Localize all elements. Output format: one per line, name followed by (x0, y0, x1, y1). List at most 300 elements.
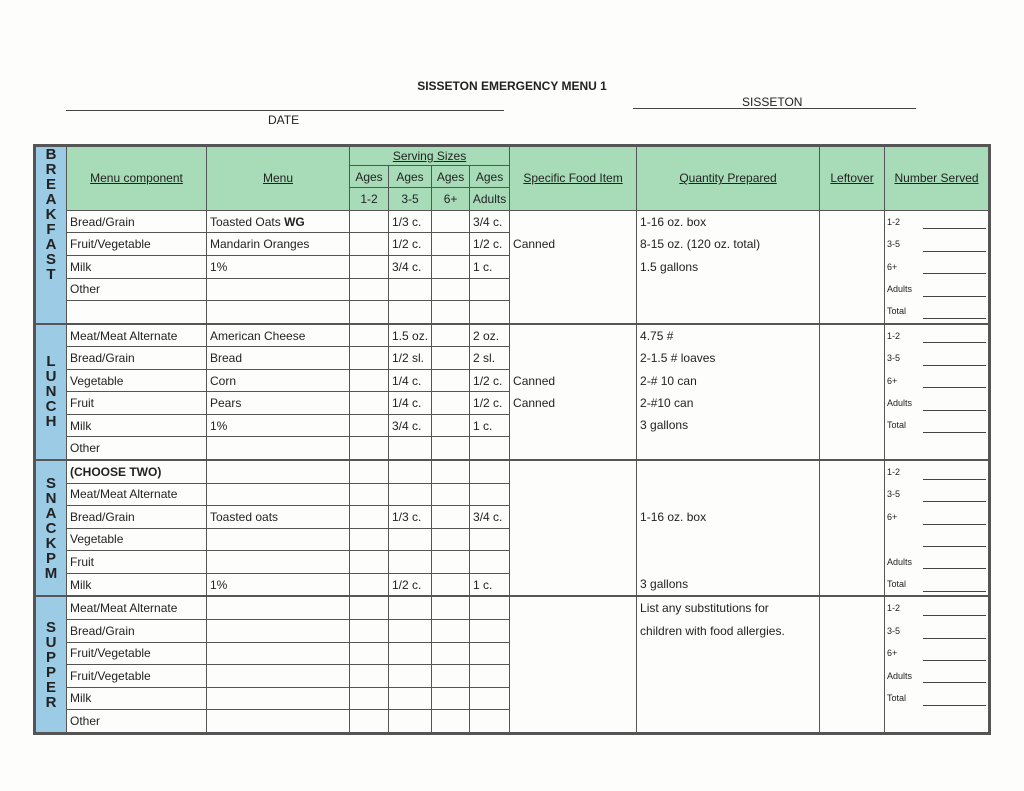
serving-size-a4[interactable]: 2 sl. (470, 347, 510, 370)
header-serving-sizes: Serving Sizes (350, 146, 510, 166)
serving-size-a4[interactable] (470, 642, 510, 665)
serving-size-a2[interactable] (389, 460, 432, 483)
served-line[interactable] (923, 351, 986, 366)
quantity-prepared: 1-16 oz. box (640, 509, 707, 524)
header-ages: Ages (470, 166, 510, 188)
date-line[interactable] (66, 110, 504, 111)
quantity-prepared: 2-#10 can (640, 395, 694, 410)
specific-food-item (510, 461, 636, 483)
served-line[interactable] (923, 373, 986, 388)
specific-food-item: Canned (513, 395, 556, 410)
serving-size-a2[interactable]: 1/3 c. (389, 506, 432, 529)
quantity-prepared: 1.5 gallons (640, 259, 699, 274)
serving-size-a1[interactable] (350, 596, 389, 619)
menu-item[interactable] (207, 369, 350, 392)
served-line[interactable] (923, 418, 986, 433)
serving-size-a2[interactable] (389, 278, 432, 301)
specific-food-item (510, 300, 636, 322)
serving-size-a3[interactable] (432, 665, 470, 688)
section-letter: R (45, 693, 57, 711)
serving-size-a4[interactable]: 1 c. (470, 414, 510, 437)
specific-food-item (510, 414, 636, 436)
serving-size-a2[interactable] (389, 483, 432, 506)
serving-size-a3[interactable] (432, 437, 470, 460)
serving-size-a3[interactable] (432, 369, 470, 392)
served-line[interactable] (923, 328, 986, 343)
serving-size-a1[interactable] (350, 369, 389, 392)
serving-size-a4[interactable] (470, 687, 510, 710)
menu-component[interactable]: Milk (67, 573, 207, 596)
served-row (885, 211, 988, 233)
serving-size-a3[interactable] (432, 596, 470, 619)
served-line[interactable] (923, 304, 986, 319)
menu-component[interactable]: Milk (67, 255, 207, 278)
quantity-prepared (637, 278, 819, 300)
serving-size-a3[interactable] (432, 460, 470, 483)
header-leftover: Leftover (820, 146, 885, 211)
number-served-cell (885, 596, 990, 733)
section-letter: A (45, 236, 57, 253)
quantity-cell[interactable] (637, 324, 820, 460)
specific-food-item (510, 483, 636, 505)
menu-item[interactable] (207, 392, 350, 415)
table-row (35, 324, 990, 347)
menu-component[interactable]: Other (67, 278, 207, 301)
quantity-prepared (637, 528, 819, 550)
menu-item-text: Mandarin Oranges (210, 237, 310, 252)
served-line[interactable] (923, 487, 986, 502)
serving-size-a3[interactable] (432, 710, 470, 734)
served-line[interactable] (923, 510, 986, 525)
header-age-6plus: 6+ (432, 188, 470, 210)
served-row (885, 256, 988, 278)
serving-size-a4[interactable] (470, 437, 510, 460)
serving-size-a1[interactable] (350, 551, 389, 574)
quantity-prepared: children with food allergies. (640, 623, 785, 638)
served-label: 6+ (887, 375, 898, 386)
menu-component[interactable]: Meat/Meat Alternate (67, 596, 207, 619)
served-row (885, 300, 988, 322)
served-row (885, 483, 988, 505)
served-label: 1-2 (887, 467, 901, 478)
serving-size-a1[interactable] (350, 392, 389, 415)
serving-size-a2[interactable]: 1/2 sl. (389, 347, 432, 370)
header-number-served: Number Served (885, 146, 990, 211)
section-label-snack-pm (35, 460, 67, 596)
menu-item[interactable] (207, 642, 350, 665)
serving-size-a2[interactable]: 1/3 c. (389, 210, 432, 233)
section-letter: N (45, 383, 57, 401)
menu-item-text: Toasted Oats (210, 214, 281, 229)
serving-size-a4[interactable] (470, 483, 510, 506)
quantity-prepared: 1-16 oz. box (640, 214, 707, 229)
menu-item-text: Toasted oats (210, 509, 279, 524)
section-letter: C (45, 519, 57, 537)
menu-item-text: Pears (210, 396, 242, 411)
quantity-prepared: 4.75 # (640, 328, 674, 343)
serving-size-a3[interactable] (432, 573, 470, 596)
quantity-prepared (637, 437, 819, 459)
serving-size-a1[interactable] (350, 528, 389, 551)
serving-size-a1[interactable] (350, 255, 389, 278)
serving-size-a4[interactable]: 1 c. (470, 255, 510, 278)
serving-size-a3[interactable] (432, 392, 470, 415)
serving-size-a4[interactable] (470, 665, 510, 688)
serving-size-a3[interactable] (432, 483, 470, 506)
quantity-prepared: 3 gallons (640, 418, 689, 433)
serving-size-a4[interactable]: 1/2 c. (470, 392, 510, 415)
served-line[interactable] (923, 282, 986, 297)
served-label: 1-2 (887, 330, 901, 341)
menu-component[interactable]: Bread/Grain (67, 347, 207, 370)
served-row (885, 461, 988, 483)
serving-size-a3[interactable] (432, 347, 470, 370)
serving-size-a4[interactable] (470, 278, 510, 301)
leftover-cell[interactable] (820, 460, 885, 596)
header-ages: Ages (350, 166, 389, 188)
leftover-cell[interactable] (820, 596, 885, 733)
specific-food-item (510, 437, 636, 459)
served-label: Adults (887, 670, 913, 681)
quantity-prepared: 8-15 oz. (120 oz. total) (640, 237, 761, 252)
quantity-prepared: List any substitutions for (640, 601, 769, 616)
served-label: Total (887, 579, 907, 590)
menu-item[interactable] (207, 301, 350, 324)
serving-size-a4[interactable]: 3/4 c. (470, 506, 510, 529)
served-line[interactable] (923, 396, 986, 411)
menu-component[interactable]: Fruit/Vegetable (67, 665, 207, 688)
menu-item[interactable] (207, 506, 350, 529)
served-label: Adults (887, 283, 913, 294)
quantity-cell[interactable] (637, 460, 820, 596)
serving-size-a1[interactable] (350, 278, 389, 301)
served-line[interactable] (923, 646, 986, 661)
serving-size-a1[interactable] (350, 347, 389, 370)
header-ages: Ages (432, 166, 470, 188)
menu-item[interactable] (207, 551, 350, 574)
menu-component[interactable]: Fruit (67, 551, 207, 574)
leftover-cell[interactable] (820, 210, 885, 323)
serving-size-a4[interactable] (470, 596, 510, 619)
quantity-prepared (637, 461, 819, 483)
serving-size-a3[interactable] (432, 642, 470, 665)
served-line[interactable] (923, 259, 986, 274)
section-letter: B (45, 146, 57, 163)
specific-food-item (510, 642, 636, 664)
served-line[interactable] (923, 601, 986, 616)
menu-component[interactable]: Fruit/Vegetable (67, 233, 207, 256)
section-letter: A (45, 191, 57, 208)
serving-size-a4[interactable]: 1/2 c. (470, 233, 510, 256)
menu-component[interactable]: Bread/Grain (67, 619, 207, 642)
menu-item[interactable] (207, 619, 350, 642)
menu-component[interactable]: Other (67, 437, 207, 460)
serving-size-a1[interactable] (350, 665, 389, 688)
served-label: Adults (887, 397, 913, 408)
menu-component[interactable]: Other (67, 710, 207, 734)
specific-food-item (510, 256, 636, 278)
served-row (885, 325, 988, 347)
leftover-cell[interactable] (820, 324, 885, 460)
serving-size-a2[interactable]: 1/4 c. (389, 392, 432, 415)
served-label: Total (887, 306, 907, 317)
serving-size-a2[interactable] (389, 528, 432, 551)
quantity-prepared (637, 642, 819, 664)
number-served-cell (885, 324, 990, 460)
serving-size-a4[interactable] (470, 551, 510, 574)
menu-item[interactable] (207, 278, 350, 301)
served-label: Adults (887, 556, 913, 567)
served-label: 3-5 (887, 353, 901, 364)
serving-size-a4[interactable]: 1/2 c. (470, 369, 510, 392)
serving-size-a2[interactable] (389, 642, 432, 665)
quantity-cell[interactable] (637, 596, 820, 733)
serving-size-a2[interactable] (389, 619, 432, 642)
menu-component[interactable]: Fruit/Vegetable (67, 642, 207, 665)
serving-size-a3[interactable] (432, 506, 470, 529)
menu-table (33, 144, 991, 735)
section-letter: P (45, 549, 56, 567)
serving-size-a1[interactable] (350, 642, 389, 665)
quantity-prepared (637, 665, 819, 687)
served-label: 1-2 (887, 216, 901, 227)
table-row (35, 210, 990, 233)
section-label-lunch (35, 324, 67, 460)
served-label: 6+ (887, 511, 898, 522)
menu-item[interactable] (207, 414, 350, 437)
specific-food-item (510, 325, 636, 347)
quantity-prepared (637, 709, 819, 731)
menu-item-text: Corn (210, 373, 237, 388)
served-row (885, 392, 988, 414)
served-line[interactable] (923, 214, 986, 229)
menu-item[interactable] (207, 460, 350, 483)
served-line[interactable] (923, 691, 986, 706)
served-line[interactable] (923, 668, 986, 683)
menu-item[interactable] (207, 255, 350, 278)
specific-food-item (510, 687, 636, 709)
serving-size-a2[interactable]: 1/2 c. (389, 573, 432, 596)
served-row (885, 642, 988, 664)
serving-size-a1[interactable] (350, 506, 389, 529)
served-line[interactable] (923, 554, 986, 569)
serving-size-a3[interactable] (432, 414, 470, 437)
menu-item[interactable] (207, 233, 350, 256)
served-label: 3-5 (887, 239, 901, 250)
served-row (885, 573, 988, 595)
served-row (885, 597, 988, 619)
menu-item[interactable] (207, 687, 350, 710)
menu-item[interactable] (207, 347, 350, 370)
serving-size-a2[interactable]: 3/4 c. (389, 414, 432, 437)
serving-size-a2[interactable] (389, 596, 432, 619)
serving-size-a2[interactable]: 1/2 c. (389, 233, 432, 256)
serving-size-a4[interactable] (470, 460, 510, 483)
serving-size-a2[interactable] (389, 551, 432, 574)
serving-size-a4[interactable]: 1 c. (470, 573, 510, 596)
section-label-breakfast (35, 146, 67, 324)
header-ages: Ages (389, 166, 432, 188)
section-letter: U (45, 368, 57, 386)
table-row (35, 596, 990, 619)
serving-size-a4[interactable] (470, 528, 510, 551)
served-label: Total (887, 692, 907, 703)
served-row (885, 620, 988, 642)
section-letter: C (45, 398, 57, 416)
menu-component[interactable]: Bread/Grain (67, 506, 207, 529)
section-letter: S (45, 474, 56, 492)
serving-size-a1[interactable] (350, 619, 389, 642)
section-letter: K (45, 206, 57, 223)
specific-food-cell[interactable] (510, 324, 637, 460)
menu-component[interactable]: Meat/Meat Alternate (67, 324, 207, 347)
quantity-prepared (637, 483, 819, 505)
serving-size-a1[interactable] (350, 460, 389, 483)
menu-item[interactable] (207, 665, 350, 688)
serving-size-a1[interactable] (350, 233, 389, 256)
serving-size-a1[interactable] (350, 687, 389, 710)
served-line[interactable] (923, 624, 986, 639)
quantity-prepared: 3 gallons (640, 577, 689, 592)
served-row (885, 278, 988, 300)
served-row (885, 370, 988, 392)
section-label-supper (35, 596, 67, 733)
specific-food-item (510, 347, 636, 369)
served-line[interactable] (923, 532, 986, 547)
menu-item[interactable] (207, 710, 350, 734)
serving-size-a4[interactable] (470, 710, 510, 734)
serving-size-a3[interactable] (432, 619, 470, 642)
served-label: 3-5 (887, 489, 901, 500)
specific-food-item: Canned (513, 373, 556, 388)
serving-size-a3[interactable] (432, 278, 470, 301)
serving-size-a2[interactable] (389, 665, 432, 688)
menu-item[interactable] (207, 528, 350, 551)
quantity-prepared: 2-# 10 can (640, 373, 697, 388)
menu-component[interactable]: Vegetable (67, 369, 207, 392)
menu-item[interactable] (207, 573, 350, 596)
menu-component[interactable]: Meat/Meat Alternate (67, 483, 207, 506)
serving-size-a3[interactable] (432, 324, 470, 347)
menu-item-text: American Cheese (210, 328, 306, 343)
section-letter: P (45, 663, 56, 681)
served-line[interactable] (923, 577, 986, 592)
served-row (885, 687, 988, 709)
page-title: SISSETON EMERGENCY MENU 1 (417, 79, 607, 93)
menu-component[interactable]: Fruit (67, 392, 207, 415)
serving-size-a4[interactable]: 2 oz. (470, 324, 510, 347)
specific-food-item (510, 597, 636, 619)
serving-size-a3[interactable] (432, 301, 470, 324)
serving-size-a3[interactable] (432, 255, 470, 278)
serving-size-a3[interactable] (432, 233, 470, 256)
serving-size-a1[interactable] (350, 483, 389, 506)
serving-size-a4[interactable] (470, 301, 510, 324)
menu-item[interactable] (207, 324, 350, 347)
section-letter: A (45, 504, 57, 522)
served-label: 6+ (887, 261, 898, 272)
served-row (885, 506, 988, 528)
serving-size-a1[interactable] (350, 324, 389, 347)
quantity-cell[interactable] (637, 210, 820, 323)
quantity-prepared (637, 687, 819, 709)
serving-size-a3[interactable] (432, 528, 470, 551)
menu-component[interactable]: (CHOOSE TWO) (67, 460, 207, 483)
serving-size-a1[interactable] (350, 210, 389, 233)
serving-size-a2[interactable]: 3/4 c. (389, 255, 432, 278)
location-line (633, 108, 916, 109)
serving-size-a2[interactable] (389, 687, 432, 710)
section-letter: R (45, 161, 57, 178)
serving-size-a2[interactable] (389, 301, 432, 324)
served-line[interactable] (923, 465, 986, 480)
serving-size-a4[interactable] (470, 619, 510, 642)
section-letter: E (45, 678, 56, 696)
menu-component[interactable] (67, 301, 207, 324)
specific-food-cell[interactable] (510, 460, 637, 596)
serving-size-a2[interactable]: 1/4 c. (389, 369, 432, 392)
location: SISSETON (742, 95, 803, 109)
header-menu: Menu (207, 146, 350, 211)
specific-food-cell[interactable] (510, 210, 637, 323)
specific-food-item (510, 620, 636, 642)
quantity-prepared (637, 551, 819, 573)
specific-food-cell[interactable] (510, 596, 637, 733)
serving-size-a3[interactable] (432, 687, 470, 710)
menu-item[interactable] (207, 596, 350, 619)
serving-size-a1[interactable] (350, 437, 389, 460)
served-label: Total (887, 420, 907, 431)
serving-size-a2[interactable]: 1.5 oz. (389, 324, 432, 347)
serving-size-a3[interactable] (432, 551, 470, 574)
serving-size-a2[interactable] (389, 710, 432, 734)
served-label: 1-2 (887, 603, 901, 614)
serving-size-a1[interactable] (350, 573, 389, 596)
menu-component[interactable]: Milk (67, 687, 207, 710)
serving-size-a1[interactable] (350, 301, 389, 324)
table-row (35, 460, 990, 483)
menu-item-text: 1% (210, 418, 228, 433)
served-row (885, 233, 988, 255)
section-letter: F (46, 221, 56, 238)
serving-size-a1[interactable] (350, 414, 389, 437)
menu-item[interactable] (207, 210, 350, 233)
serving-size-a4[interactable]: 3/4 c. (470, 210, 510, 233)
section-letter: S (45, 251, 56, 268)
serving-size-a3[interactable] (432, 210, 470, 233)
number-served-cell (885, 460, 990, 596)
date-label: DATE (268, 113, 300, 127)
menu-component[interactable]: Vegetable (67, 528, 207, 551)
section-letter: K (45, 534, 57, 552)
serving-size-a2[interactable] (389, 437, 432, 460)
menu-component[interactable]: Bread/Grain (67, 210, 207, 233)
specific-food-item (510, 573, 636, 595)
specific-food-item: Canned (513, 237, 556, 252)
served-line[interactable] (923, 237, 986, 252)
specific-food-item (510, 278, 636, 300)
quantity-prepared: 2-1.5 # loaves (640, 351, 716, 366)
serving-size-a1[interactable] (350, 710, 389, 734)
served-row (885, 414, 988, 436)
section-letter: N (45, 489, 57, 507)
menu-item[interactable] (207, 483, 350, 506)
specific-food-item (510, 665, 636, 687)
menu-item-text: 1% (210, 577, 228, 592)
menu-component[interactable]: Milk (67, 414, 207, 437)
menu-item[interactable] (207, 437, 350, 460)
header-quantity: Quantity Prepared (637, 146, 820, 211)
